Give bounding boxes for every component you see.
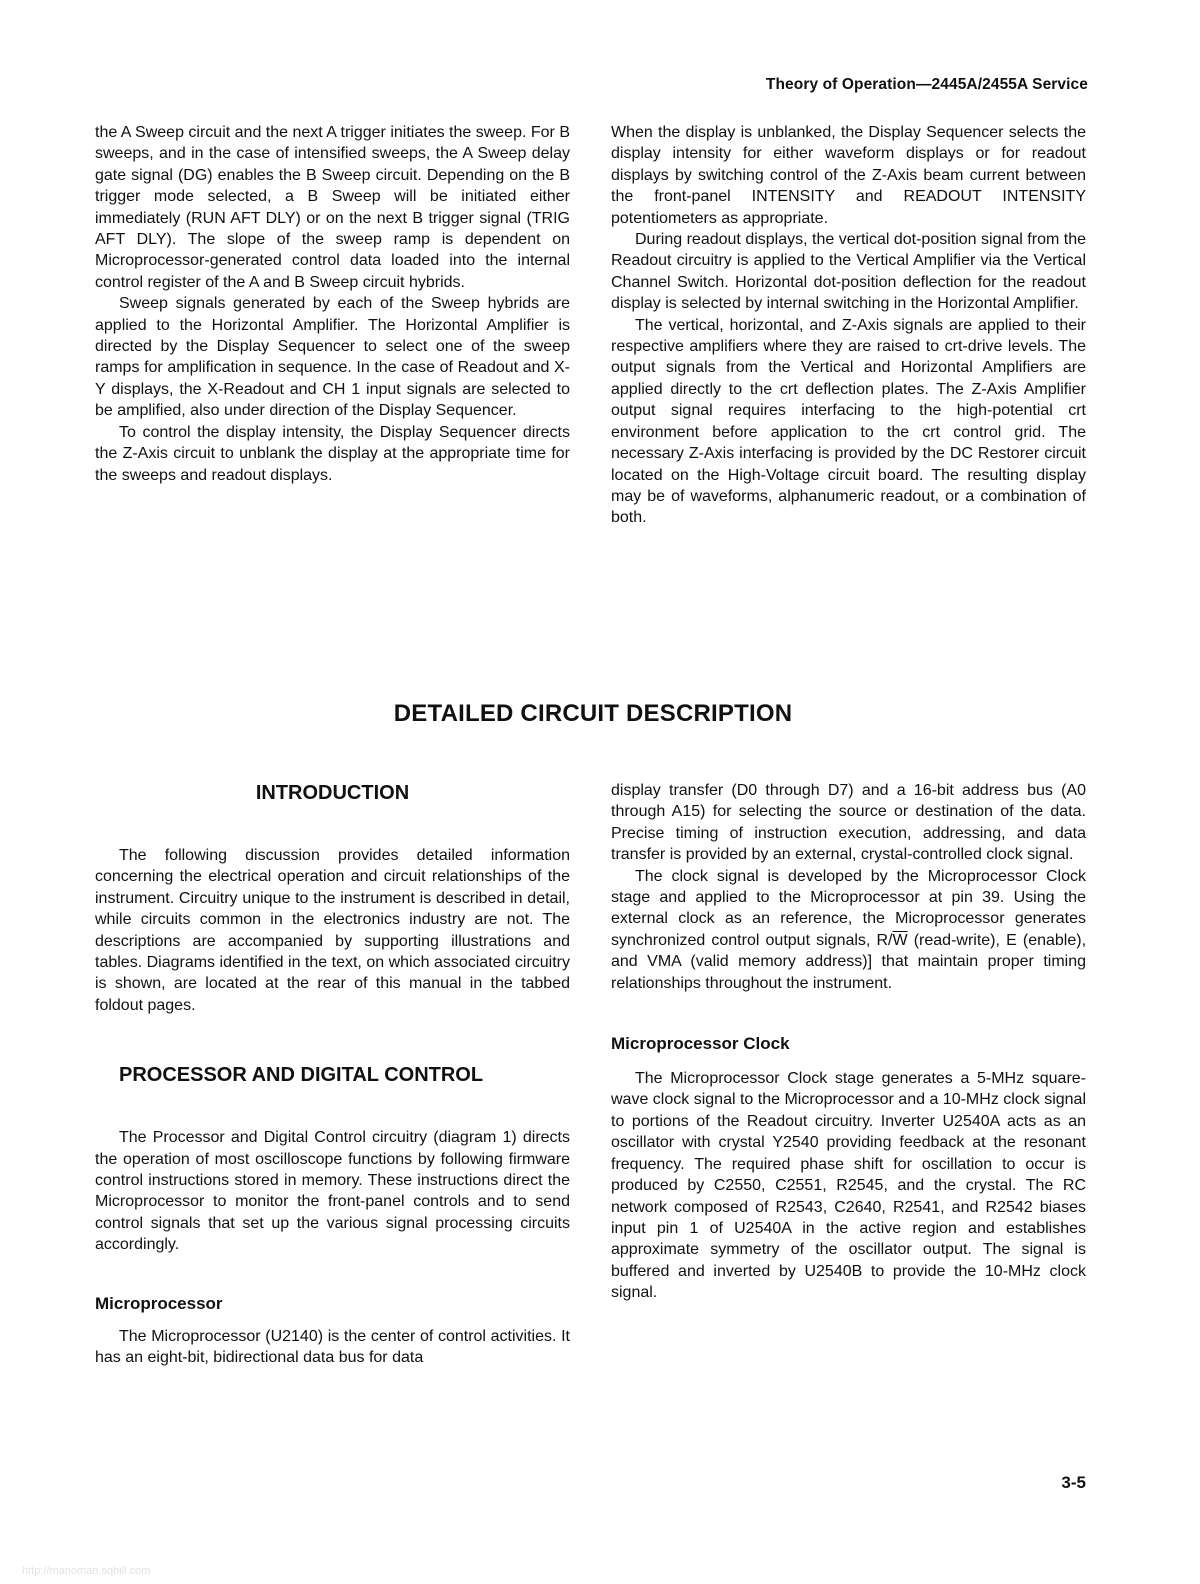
main-title: DETAILED CIRCUIT DESCRIPTION <box>393 700 793 727</box>
clock-text-after: (read-write), E (enable), and VMA (valid memory address)] that maintain proper timing relationships throughout the instrument. <box>611 931 1087 992</box>
top-left-column <box>95 122 570 486</box>
page-number: 3-5 <box>1061 1473 1086 1492</box>
paragraph-sweep-signals: Sweep signals generated by each of the Sweep hybrids are applied to the Horizontal Amplifier. The Horizontal Amplifier is directed by the Display Sequencer to select one of the sweep ramps for amplification in sequence. In the case of Readout and X-Y displays, the X-Readout and CH 1 input signals are selected to be amplified, also under direction of the Display Sequencer. <box>95 295 570 420</box>
running-header: Theory of Operation—2445A/2455A Service <box>765 76 1088 93</box>
paragraph-a-sweep: the A Sweep circuit and the next A trigger initiates the sweep. For B sweeps, and in the case of intensified sweeps, the A Sweep delay gate signal (DG) enables the B Sweep circuit. Depending on the B trigger mode selected, a B Sweep will be initiated either immediately (RUN AFT DLY) or on the next B trigger signal (TRIG AFT DLY). The slope of the sweep ramp is dependent on Microprocessor-generated control data loaded into the internal control register of the A and B Sweep circuit hybrids. <box>95 124 570 291</box>
microprocessor-text-right: display transfer (D0 through D7) and a 16-bit address bus (A0 through A15) for selecting the source or destination of the data. Precise timing of instruction execution, addressing, and data transfer is provided by an external, crystal-controlled clock signal. <box>611 782 1086 864</box>
top-right-column <box>611 122 1086 529</box>
bottom-right-column <box>611 780 1086 1304</box>
clock-signal-paragraph <box>611 866 1086 994</box>
write-overline-symbol: $\overline{W}$ <box>892 931 908 949</box>
paragraph-vertical-horizontal: The vertical, horizontal, and Z-Axis signals are applied to their respective amplifiers where they are raised to crt-drive levels. The output signals from the Vertical and Horizontal Amplifiers are applied directly to the crt deflection plates. The Z-Axis Amplifier output signal requires interfacing to the high-potential crt environment before application to the crt control grid. The necessary Z-Axis interfacing is provided by the DC Restorer circuit located on the High-Voltage circuit board. The resulting display may be of waveforms, alphanumeric readout, or a combination of both. <box>611 316 1086 527</box>
paragraph-display-intensity: To control the display intensity, the Display Sequencer directs the Z-Axis circuit to unblank the display at the appropriate time for the sweeps and readout displays. <box>95 423 570 484</box>
paragraph-readout-displays: During readout displays, the vertical dot-position signal from the Readout circuitry is applied to the Vertical Amplifier via the Vertical Channel Switch. Horizontal dot-position deflection for the readout display is selected by internal switching in the Horizontal Amplifier. <box>611 231 1086 313</box>
introduction-heading: INTRODUCTION <box>255 782 410 804</box>
bottom-left-column <box>95 782 570 1369</box>
clock-text-before: The clock signal is developed by the Microprocessor Clock stage and applied to the Microprocessor at pin 39. Using the external clock as an reference, the Microprocessor generates synchronized control output signals, R/ <box>611 867 1086 949</box>
watermark: http://manoman.sqhill.com <box>22 1565 151 1577</box>
paragraph-display-unblanked: When the display is unblanked, the Display Sequencer selects the display intensity for either waveform displays or for readout displays by switching control of the Z-Axis beam current between the front-panel INTENSITY and READOUT INTENSITY potentiometers as appropriate. <box>611 124 1086 227</box>
microprocessor-clock-heading: Microprocessor Clock <box>611 1034 790 1054</box>
processor-heading: PROCESSOR AND DIGITAL CONTROL <box>119 1064 484 1087</box>
processor-text: The Processor and Digital Control circuitry (diagram 1) directs the operation of most oscilloscope functions by following firmware control instructions stored in memory. These instructions direct the Microprocessor to monitor the front-panel controls and to send control signals that set up the various signal processing circuits accordingly. <box>95 1129 570 1254</box>
introduction-text: The following discussion provides detailed information concerning the electrical operation and circuit relationships of the instrument. Circuitry unique to the instrument is described in detail, while circuits common in the electronics industry are not. The descriptions are accompanied by supporting illustrations and tables. Diagrams identified in the text, on which associated circuitry is shown, are located at the rear of this manual in the tabbed foldout pages. <box>95 847 570 1014</box>
microprocessor-clock-text: The Microprocessor Clock stage generates a 5-MHz square-wave clock signal to the Microprocessor and a 10-MHz clock signal to portions of the Readout circuitry. Inverter U2540A acts as an oscillator with crystal Y2540 providing feedback at the resonant frequency. The required phase shift for oscillation to occur is produced by C2550, C2551, R2545, and the crystal. The RC network composed of R2543, C2640, R2541, and R2542 biases input pin 1 of U2540A in the active region and establishes approximate symmetry of the oscillator output. The signal is buffered and inverted by U2540B to provide the 10-MHz clock signal. <box>611 1070 1086 1302</box>
microprocessor-text-left: The Microprocessor (U2140) is the center of control activities. It has an eight-bit, bidirectional data bus for data <box>95 1327 570 1367</box>
microprocessor-heading: Microprocessor <box>95 1293 223 1313</box>
